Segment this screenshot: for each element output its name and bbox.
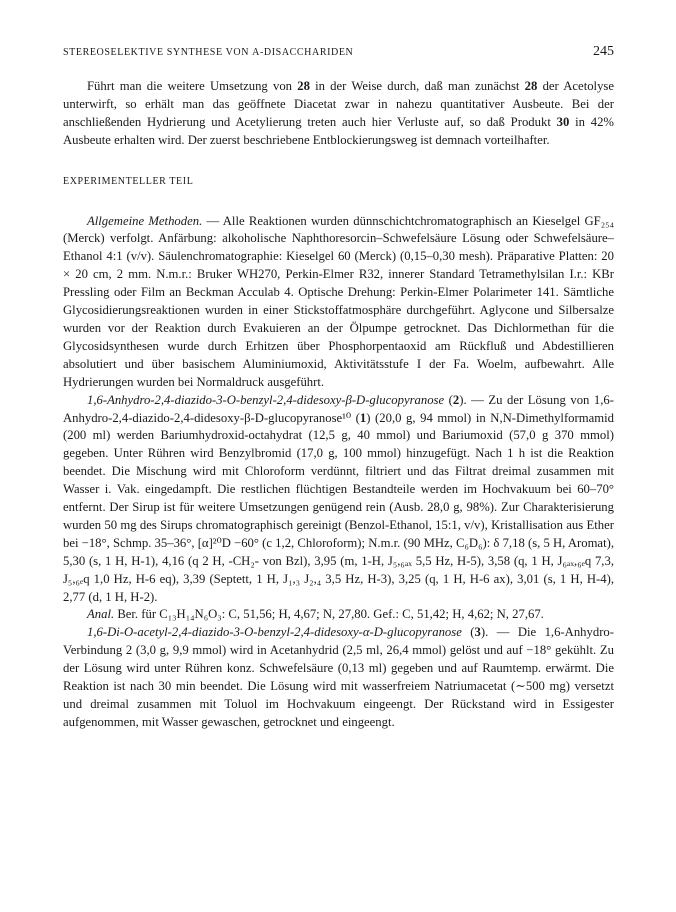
compound3-name: 1,6-Di-O-acetyl-2,4-diazido-3-O-benzyl-2,4-didesoxy-α-D-glucopyranose [87, 625, 462, 640]
compound2-text-2: ) (20,0 g, 94 mmol) in N,N-Dimethylformamid (200 ml) werden Bariumhydroxid-octahydrat (12,5 g, 40 mmol) und Bariumoxid (57,0 g 370 mmol) gegeben. Unter Rühren wird Benzylbromid (17,0 g, 100 mmol) hinzugefügt. Nach 1 h ist die Reaktion beendet. Die Mischung wird mit Chloroform verdünnt, filtriert und das Filtrat dreimal zusammen mit Wasser i. Vak. eingedampft. Die restlichen flüchtigen Bestandteile werden im Hochvakuum bei 60–70° entfernt. Der Sirup ist für weitere Umsetzungen genügend rein (Ausb. 28,0 g, 98%). Zur Charakterisierung wurden 50 mg des Sirups chromatographisch gereinigt (Benzol-Ethanol, 15:1, v/v), Kristallisation aus Ether bei −18°, Schmp. 35–36°, [α]²⁰D −60° (c 1,2, Chloroform); N.m.r. (90 MHz, C₆D₆): δ 7,18 (s, 5 H, Aromat), 5,30 (s, 1 H, H-1), 4,16 (q 2 H, -CH₂- von Bzl), 3,95 (m, 1-H, J₅,₆ₐₓ 5,5 Hz, H-5), 3,58 (q, 1 H, J₆ₐₓ,₆ₑq 7,3, J₅,₆ₑq 1,0 Hz, H-6 eq), 3,39 (Septett, 1 H, J₁,₃ J₂,₄ 3,5 Hz, H-3), 3,25 (q, 1 H, H-6 ax), 3,01 (s, 1 H, H-4), 2,77 (d, 1 H, H-2). [63, 410, 614, 604]
section-heading: EXPERIMENTELLER TEIL [63, 175, 194, 187]
intro-paragraph [63, 78, 614, 150]
running-title: STEREOSELEKTIVE SYNTHESE VON Α-DISACCHARIDEN [63, 47, 354, 58]
analysis-label: Anal. [87, 607, 115, 622]
compound2-label: 2 [452, 392, 460, 407]
compound1-ref: 1 [359, 410, 367, 425]
compound-ref-30: 30 [556, 114, 570, 129]
methods-text: — Alle Reaktionen wurden dünnschichtchromatographisch an Kieselgel GF₂₅₄ (Merck) verfolgt. Anfärbung: alkoholische Naphthoresorcin–Schwefelsäure Lösung oder Schwefelsäure–Ethanol 4:1 (v/v). Säulenchromatographie: Kieselgel 60 (Merck) (0,15–0,30 mesh). Präparative Platten: 20 × 20 cm, 2 mm. N.m.r.: Bruker WH270, Perkin-Elmer R32, innerer Standard Tetramethylsilan I.r.: KBr Pressling oder Film an Beckman Acculab 4. Optische Drehung: Perkin-Elmer Polarimeter 141. Sämtliche Glycosidierungsreaktionen wurden in einer Stickstoffatmosphäre durchgeführt. Aglycone und Silbersalze wurden vor der Reaktion durch Evakuieren an der Ölpumpe getrocknet. Das Dichlormethan für die Glycosidsynthesen wurde durch Erhitzen über Phosphorpentaoxid am Rückfluß und Abdestillieren absolutiert und über basischem Aluminiumoxid, Aktivitätsstufe I der Fa. Woelm, aufbewahrt. Alle Hydrierungen wurden bei Normaldruck ausgeführt. [63, 213, 614, 389]
compound3-paragraph: 1,6-Di-O-acetyl-2,4-diazido-3-O-benzyl-2,4-didesoxy-α-D-glucopyranose (3). — Die 1,6-Anhydro-Verbindung 2 (3,0 g, 9,9 mmol) wird in Acetanhydrid (2,5 ml, 26,4 mmol) gelöst und auf −18° gekühlt. Zu der Lösung wird unter Rühren konz. Schwefelsäure (0,13 ml) gegeben und auf Raumtemp. erwärmt. Die Reaktion ist nach 30 min beendet. Die Lösung wird mit wasserfreiem Natriumacetat (∼500 mg) versetzt und dreimal zusammen mit Toluol im Hochvakuum eingeengt. Der Rückstand wird in Essigester aufgenommen, mit Wasser gewaschen, getrocknet und eingeengt. [63, 625, 614, 729]
running-header [63, 44, 614, 60]
analysis-paragraph [63, 606, 614, 624]
compound2-name: 1,6-Anhydro-2,4-diazido-3-O-benzyl-2,4-didesoxy-β-D-glucopyranose [87, 392, 445, 407]
compound2-text-1: — Zu der Lösung von 1,6-Anhydro-2,4-diazido-2,4-didesoxy-β-D-glucopyranose¹⁰ ( [63, 392, 614, 425]
intro-text-1: Führt man die weitere Umsetzung von [87, 79, 298, 93]
compound-ref-28b: 28 [524, 79, 538, 93]
text-column [63, 78, 614, 732]
methods-heading: Allgemeine Methoden. [87, 213, 203, 228]
compound3-text: — Die 1,6-Anhydro-Verbindung 2 (3,0 g, 9,9 mmol) wird in Acetanhydrid (2,5 ml, 26,4 mmol) gelöst und auf −18° gekühlt. Zu der Lösung wird unter Rühren konz. Schwefelsäure (0,13 ml) gegeben und auf Raumtemp. erwärmt. Die Reaktion ist nach 30 min beendet. Die Lösung wird mit wasserfreiem Natriumacetat (∼500 mg) versetzt und dreimal zusammen mit Toluol im Hochvakuum eingeengt. Der Rückstand wird in Essigester aufgenommen, mit Wasser gewaschen, getrocknet und eingeengt. [63, 625, 614, 729]
intro-text-2: in der Weise durch, daß man zunächst [309, 79, 525, 93]
analysis-text: Ber. für C₁₃H₁₄N₆O₃: C, 51,56; H, 4,67; N, 27,80. Gef.: C, 51,42; H, 4,62; N, 27,67. [114, 607, 544, 622]
compound3-label: 3 [474, 625, 481, 640]
compound-ref-28a: 28 [297, 79, 310, 93]
intro-text-3: der Acetolyse unterwirft, so erhält man das geöffnete Diacetat zwar in nahezu quantitativer Ausbeute. Bei der anschließenden Hydrierung und Acetylierung treten auch hier Verluste auf, so daß Produkt [63, 79, 614, 129]
methods-paragraph [63, 213, 614, 392]
page-number: 245 [593, 44, 614, 59]
intro-text-4: in 42% Ausbeute erhalten wird. Der zuerst beschriebene Entblockierungsweg ist demnach vorteilhafter. [63, 114, 614, 147]
compound2-paragraph: 1,6-Anhydro-2,4-diazido-3-O-benzyl-2,4-didesoxy-β-D-glucopyranose (2). — Zu der Lösung von 1,6-Anhydro-2,4-diazido-2,4-didesoxy-β-D-glucopyranose¹⁰ (1) (20,0 g, 94 mmol) in N,N-Dimethylformamid (200 ml) werden Bariumhydroxid-octahydrat (12,5 g, 40 mmol) und Bariumoxid (57,0 g 370 mmol) gegeben. Unter Rühren wird Benzylbromid (17,0 g, 100 mmol) hinzugefügt. Nach 1 h ist die Reaktion beendet. Die Mischung wird mit Chloroform verdünnt, filtriert und das Filtrat dreimal zusammen mit Wasser i. Vak. eingedampft. Die restlichen flüchtigen Bestandteile werden im Hochvakuum bei 60–70° entfernt. Der Sirup ist für weitere Umsetzungen genügend rein (Ausb. 28,0 g, 98%). Zur Charakterisierung wurden 50 mg des Sirups chromatographisch gereinigt (Benzol-Ethanol, 15:1, v/v), Kristallisation aus Ether bei −18°, Schmp. 35–36°, [α]²⁰D −60° (c 1,2, Chloroform); N.m.r. (90 MHz, C₆D₆): δ 7,18 (s, 5 H, Aromat), 5,30 (s, 1 H, H-1), 4,16 (q 2 H, -CH₂- von Bzl), 3,95 (m, 1-H, J₅,₆ₐₓ 5,5 Hz, H-5), 3,58 (q, 1 H, J₆ₐₓ,₆ₑq 7,3, J₅,₆ₑq 1,0 Hz, H-6 eq), 3,39 (Septett, 1 H, J₁,₃ J₂,₄ 3,5 Hz, H-3), 3,25 (q, 1 H, H-6 ax), 3,01 (s, 1 H, H-4), 2,77 (d, 1 H, H-2). [63, 392, 614, 604]
